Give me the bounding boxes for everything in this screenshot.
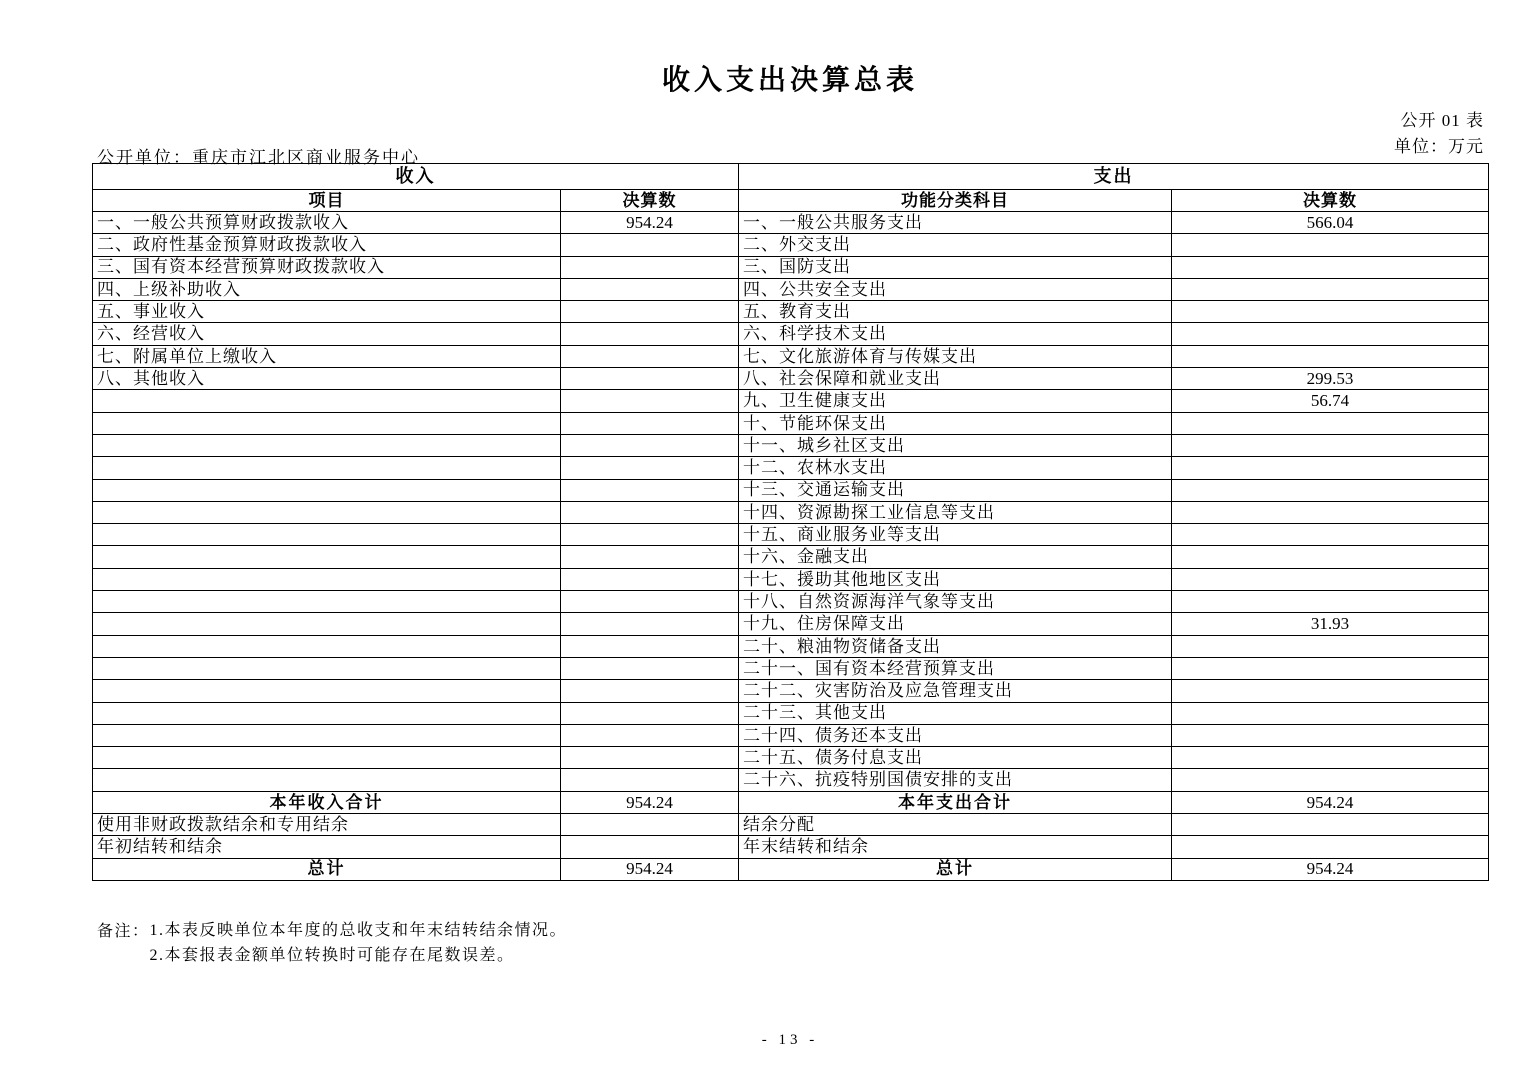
expense-item-cell: 十四、资源勘探工业信息等支出 <box>739 501 1172 523</box>
table-row <box>93 501 1489 523</box>
expense-amount-cell <box>1172 345 1489 367</box>
expense-amount-cell: 56.74 <box>1172 390 1489 412</box>
table-row <box>93 212 1489 234</box>
income-amount-cell <box>561 301 739 323</box>
income-item-cell <box>93 657 561 679</box>
income-item-cell <box>93 479 561 501</box>
table-body <box>93 212 1489 881</box>
income-amount-cell <box>561 501 739 523</box>
expense-amount-cell: 31.93 <box>1172 613 1489 635</box>
expense-item-cell: 七、文化旅游体育与传媒支出 <box>739 345 1172 367</box>
table-row <box>93 234 1489 256</box>
expense-item-cell: 二十四、债务还本支出 <box>739 724 1172 746</box>
notes-block <box>97 918 567 968</box>
income-amount-cell <box>561 635 739 657</box>
table-row <box>93 724 1489 746</box>
expense-item-cell: 二十五、债务付息支出 <box>739 747 1172 769</box>
income-amount-cell: 954.24 <box>561 791 739 813</box>
notes-label: 备注： <box>97 923 150 940</box>
expense-item-cell: 十、节能环保支出 <box>739 412 1172 434</box>
income-amount-cell <box>561 278 739 300</box>
income-amount-cell <box>561 702 739 724</box>
page-title: 收入支出决算总表 <box>661 65 918 96</box>
income-item-cell: 使用非财政拨款结余和专用结余 <box>93 814 561 836</box>
expense-item-cell: 总计 <box>739 858 1172 880</box>
expense-amount-cell <box>1172 814 1489 836</box>
income-item-cell <box>93 769 561 791</box>
table-row <box>93 368 1489 390</box>
income-amount-cell <box>561 568 739 590</box>
income-amount-cell <box>561 234 739 256</box>
expense-amount-cell <box>1172 256 1489 278</box>
table-row <box>93 635 1489 657</box>
income-amount-cell <box>561 613 739 635</box>
income-item-cell <box>93 501 561 523</box>
income-amount-cell <box>561 546 739 568</box>
page-number: - 13 - <box>761 1032 819 1048</box>
expense-section-header: 支出 <box>739 164 1489 190</box>
table-row <box>93 657 1489 679</box>
expense-amount-cell <box>1172 278 1489 300</box>
income-item-column-header: 项目 <box>93 190 561 212</box>
income-amount-cell <box>561 724 739 746</box>
expense-amount-cell <box>1172 301 1489 323</box>
income-amount-cell <box>561 368 739 390</box>
expense-item-cell: 二十六、抗疫特别国债安排的支出 <box>739 769 1172 791</box>
income-item-cell: 总计 <box>93 858 561 880</box>
expense-item-cell: 十六、金融支出 <box>739 546 1172 568</box>
expense-item-cell: 四、公共安全支出 <box>739 278 1172 300</box>
income-item-cell <box>93 457 561 479</box>
income-amount-cell <box>561 390 739 412</box>
expense-item-cell: 三、国防支出 <box>739 256 1172 278</box>
income-item-cell <box>93 613 561 635</box>
expense-amount-cell <box>1172 702 1489 724</box>
table-row <box>93 524 1489 546</box>
income-amount-cell <box>561 524 739 546</box>
table-row <box>93 702 1489 724</box>
income-amount-cell <box>561 680 739 702</box>
income-item-cell: 六、经营收入 <box>93 323 561 345</box>
table-code: 公开 01 表 <box>1400 111 1484 130</box>
org-label: 公开单位：重庆市江北区商业服务中心 <box>97 148 420 167</box>
table-row <box>93 390 1489 412</box>
income-item-cell: 二、政府性基金预算财政拨款收入 <box>93 234 561 256</box>
income-amount-cell: 954.24 <box>561 212 739 234</box>
column-header-row <box>93 190 1489 212</box>
income-item-cell <box>93 412 561 434</box>
expense-item-cell: 十八、自然资源海洋气象等支出 <box>739 591 1172 613</box>
income-amount-cell <box>561 479 739 501</box>
table-row <box>93 434 1489 456</box>
expense-item-column-header: 功能分类科目 <box>739 190 1172 212</box>
meta-right-block <box>1394 108 1484 160</box>
expense-amount-cell <box>1172 524 1489 546</box>
table-row <box>93 769 1489 791</box>
expense-amount-cell <box>1172 635 1489 657</box>
income-item-cell: 五、事业收入 <box>93 301 561 323</box>
expense-amount-cell <box>1172 836 1489 858</box>
expense-amount-cell <box>1172 412 1489 434</box>
table-row <box>93 345 1489 367</box>
income-item-cell <box>93 747 561 769</box>
income-item-cell <box>93 434 561 456</box>
expense-item-cell: 八、社会保障和就业支出 <box>739 368 1172 390</box>
income-amount-cell <box>561 323 739 345</box>
table-row <box>93 747 1489 769</box>
table-row <box>93 546 1489 568</box>
income-amount-cell <box>561 412 739 434</box>
expense-item-cell: 十九、住房保障支出 <box>739 613 1172 635</box>
expense-item-cell: 十五、商业服务业等支出 <box>739 524 1172 546</box>
income-amount-cell <box>561 457 739 479</box>
income-amount-cell <box>561 814 739 836</box>
section-header-row <box>93 164 1489 190</box>
expense-item-cell: 十七、援助其他地区支出 <box>739 568 1172 590</box>
expense-amount-cell <box>1172 546 1489 568</box>
expense-item-cell: 十二、农林水支出 <box>739 457 1172 479</box>
expense-amount-cell: 954.24 <box>1172 791 1489 813</box>
expense-amount-cell <box>1172 234 1489 256</box>
income-item-cell: 七、附属单位上缴收入 <box>93 345 561 367</box>
expense-item-cell: 二、外交支出 <box>739 234 1172 256</box>
table-row <box>93 301 1489 323</box>
income-section-header: 收入 <box>93 164 739 190</box>
income-item-cell <box>93 390 561 412</box>
expense-item-cell: 结余分配 <box>739 814 1172 836</box>
table-row <box>93 613 1489 635</box>
expense-amount-cell: 566.04 <box>1172 212 1489 234</box>
expense-amount-cell <box>1172 724 1489 746</box>
income-item-cell: 三、国有资本经营预算财政拨款收入 <box>93 256 561 278</box>
income-amount-cell <box>561 434 739 456</box>
expense-amount-column-header: 决算数 <box>1172 190 1489 212</box>
expense-amount-cell <box>1172 568 1489 590</box>
expense-item-cell: 本年支出合计 <box>739 791 1172 813</box>
table-row <box>93 814 1489 836</box>
expense-item-cell: 年末结转和结余 <box>739 836 1172 858</box>
income-item-cell <box>93 702 561 724</box>
income-item-cell <box>93 680 561 702</box>
income-item-cell: 本年收入合计 <box>93 791 561 813</box>
expense-amount-cell <box>1172 591 1489 613</box>
table-row <box>93 457 1489 479</box>
expense-item-cell: 五、教育支出 <box>739 301 1172 323</box>
expense-item-cell: 九、卫生健康支出 <box>739 390 1172 412</box>
table-row <box>93 278 1489 300</box>
expense-amount-cell <box>1172 323 1489 345</box>
expense-amount-cell <box>1172 657 1489 679</box>
expense-amount-cell <box>1172 501 1489 523</box>
income-item-cell <box>93 591 561 613</box>
income-item-cell <box>93 635 561 657</box>
expense-item-cell: 二十三、其他支出 <box>739 702 1172 724</box>
main-table <box>92 163 1489 881</box>
income-item-cell: 八、其他收入 <box>93 368 561 390</box>
income-amount-cell <box>561 769 739 791</box>
table-row <box>93 591 1489 613</box>
note-line: 1.本表反映单位本年度的总收支和年末结转结余情况。 <box>149 922 568 939</box>
income-item-cell: 四、上级补助收入 <box>93 278 561 300</box>
income-item-cell <box>93 568 561 590</box>
expense-item-cell: 十一、城乡社区支出 <box>739 434 1172 456</box>
income-amount-cell <box>561 657 739 679</box>
expense-item-cell: 二十一、国有资本经营预算支出 <box>739 657 1172 679</box>
table-row <box>93 479 1489 501</box>
income-item-cell <box>93 524 561 546</box>
expense-item-cell: 二十、粮油物资储备支出 <box>739 635 1172 657</box>
table-row <box>93 791 1489 813</box>
table-row <box>93 256 1489 278</box>
expense-amount-cell <box>1172 457 1489 479</box>
unit-label: 单位：万元 <box>1394 137 1484 156</box>
table-row <box>93 323 1489 345</box>
expense-item-cell: 六、科学技术支出 <box>739 323 1172 345</box>
expense-item-cell: 二十二、灾害防治及应急管理支出 <box>739 680 1172 702</box>
income-item-cell: 年初结转和结余 <box>93 836 561 858</box>
income-amount-column-header: 决算数 <box>561 190 739 212</box>
expense-amount-cell <box>1172 747 1489 769</box>
expense-amount-cell: 954.24 <box>1172 858 1489 880</box>
income-item-cell: 一、一般公共预算财政拨款收入 <box>93 212 561 234</box>
table-row <box>93 858 1489 880</box>
income-amount-cell <box>561 591 739 613</box>
table-row <box>93 836 1489 858</box>
expense-amount-cell: 299.53 <box>1172 368 1489 390</box>
note-line: 2.本套报表金额单位转换时可能存在尾数误差。 <box>149 947 515 964</box>
table-row <box>93 568 1489 590</box>
income-amount-cell <box>561 256 739 278</box>
table-row <box>93 412 1489 434</box>
income-amount-cell: 954.24 <box>561 858 739 880</box>
table-row <box>93 680 1489 702</box>
income-amount-cell <box>561 836 739 858</box>
income-amount-cell <box>561 747 739 769</box>
income-amount-cell <box>561 345 739 367</box>
expense-item-cell: 一、一般公共服务支出 <box>739 212 1172 234</box>
expense-amount-cell <box>1172 479 1489 501</box>
expense-amount-cell <box>1172 769 1489 791</box>
expense-item-cell: 十三、交通运输支出 <box>739 479 1172 501</box>
expense-amount-cell <box>1172 680 1489 702</box>
income-item-cell <box>93 546 561 568</box>
expense-amount-cell <box>1172 434 1489 456</box>
income-item-cell <box>93 724 561 746</box>
